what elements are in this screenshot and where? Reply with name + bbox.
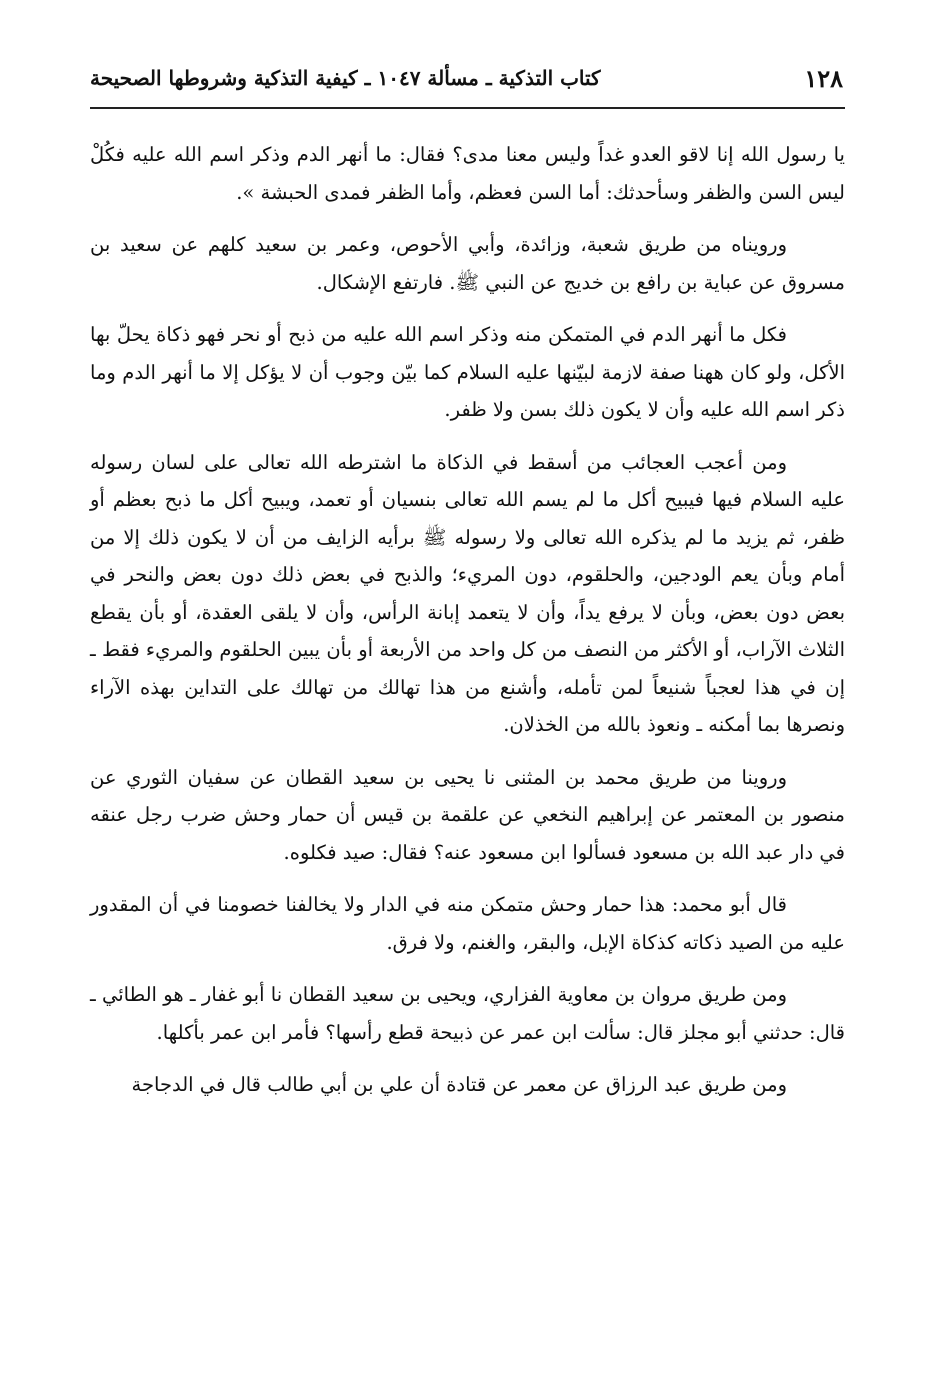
page-body [90, 136, 845, 1119]
paragraph: ورويناه من طريق شعبة، وزائدة، وأبي الأحوص، وعمر بن سعيد كلهم عن سعيد بن مسروق عن عباية بن رافع بن خديج عن النبي ﷺ. فارتفع الإشكال. [90, 233, 845, 294]
paragraph: وروينا من طريق محمد بن المثنى نا يحيى بن سعيد القطان عن سفيان الثوري عن منصور بن المعتمر عن إبراهيم النخعي عن علقمة بن قيس أن حمار وحش ضرب رجل عنقه في دار عبد الله بن مسعود فسألوا ابن مسعود عنه؟ فقال: صيد فكلوه. [90, 765, 845, 864]
paragraph: فكل ما أنهر الدم في المتمكن منه وذكر اسم الله عليه من ذبح أو نحر فهو ذكاة يحلّ بها الأكل، ولو كان ههنا صفة لازمة لبيّنها عليه السلام كما بيّن وجوب أن لا يؤكل إلا ما أنهر الدم وما ذكر اسم الله عليه وأن لا يكون ذلك بسن ولا ظفر. [90, 323, 845, 421]
header-rule [90, 107, 845, 109]
page-number: ١٢٨ [804, 63, 843, 93]
paragraph: يا رسول الله إنا لاقو العدو غداً وليس معنا مدى؟ فقال: ما أنهر الدم وذكر اسم الله عليه فكُلْ ليس السن والظفر وسأحدثك: أما السن فعظم، وأما الظفر فمدى الحبشة ». [90, 143, 845, 204]
paragraph: قال أبو محمد: هذا حمار وحش متمكن منه في الدار ولا يخالفنا خصومنا في أن المقدور عليه من الصيد ذكاته كذكاة الإبل، والبقر، والغنم، ولا فرق. [90, 893, 845, 954]
paragraph: ومن طريق عبد الرزاق عن معمر عن قتادة أن علي بن أبي طالب قال في الدجاجة [131, 1073, 787, 1096]
paragraph: ومن أعجب العجائب من أسقط في الذكاة ما اشترطه الله تعالى على لسان رسوله عليه السلام فيها فيبيح أكل ما لم يسم الله تعالى بنسيان أو تعمد، ويبيح أكل ما ذبح بعظم أو ظفر، ثم يزيد ما لم يذكره الله تعالى ولا رسوله ﷺ برأيه الزايف من أن لا يكون ذلك إلا من أمام وبأن يعم الودجين، والحلقوم، دون المريء؛ والذبح في بعض ذلك دون بعض والنحر في بعض دون بعض، وبأن لا يرفع يداً، وأن لا يتعمد إبانة الرأس، وأن لا يلقى العقدة، أو بأن يقطع الثلاث الآراب، أو الأكثر من النصف من كل واحد من الأربعة أو بأن يبين الحلقوم والمريء فقط ـ إن في هذا لعجباً شنيعاً لمن تأمله، وأشنع من هذا تهالك من تهالك على التداين بهذه الآراء ونصرها بما أمكنه ـ ونعوذ بالله من الخذلان. [90, 450, 845, 736]
running-title: كتاب التذكية ـ مسألة ١٠٤٧ ـ كيفية التذكية وشروطها الصحيحة [90, 66, 601, 90]
page-header [90, 58, 843, 98]
paragraph: ومن طريق مروان بن معاوية الفزاري، ويحيى بن سعيد القطان نا أبو غفار ـ هو الطائي ـ قال: حدثني أبو مجلز قال: سألت ابن عمر عن ذبيحة قطع رأسها؟ فأمر ابن عمر بأكلها. [90, 983, 845, 1044]
